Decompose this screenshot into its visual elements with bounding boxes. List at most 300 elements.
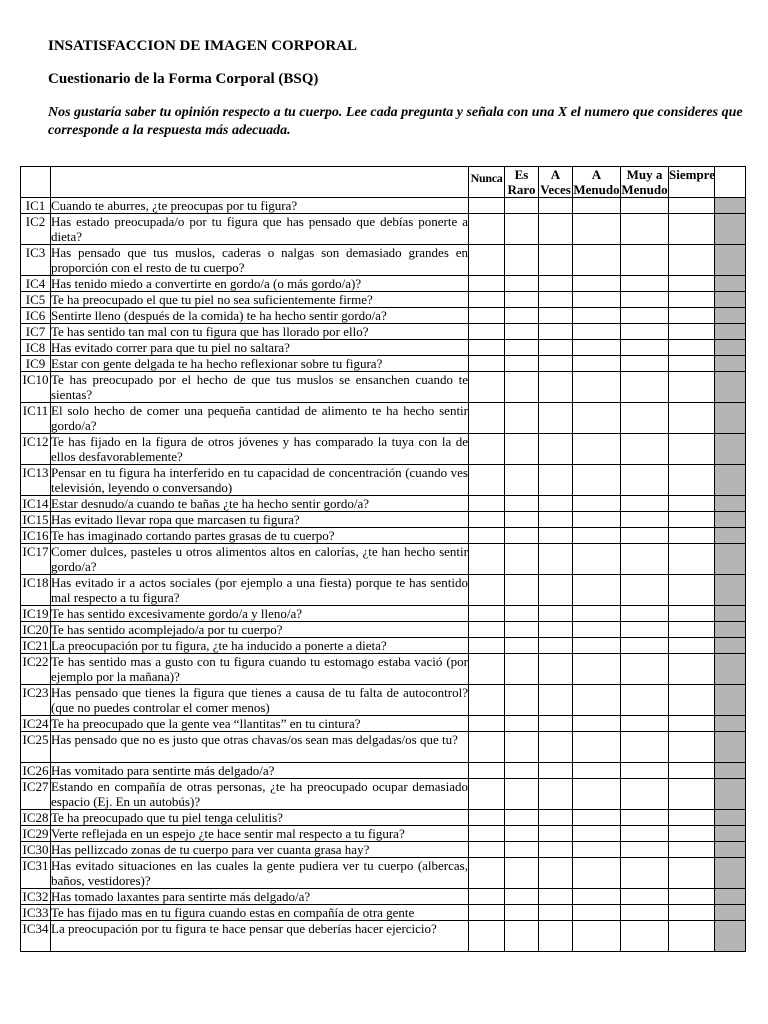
- question-code: IC20: [22, 622, 49, 637]
- answer-cell[interactable]: [505, 654, 539, 685]
- answer-cell[interactable]: [469, 858, 505, 889]
- question-code: IC7: [21, 324, 51, 340]
- answer-cell[interactable]: [669, 372, 715, 403]
- answer-cell[interactable]: [621, 779, 669, 810]
- answer-cell[interactable]: [469, 324, 505, 340]
- answer-cell[interactable]: [469, 403, 505, 434]
- answer-cell[interactable]: [621, 528, 669, 544]
- question-code: IC6: [21, 308, 51, 324]
- answer-cell[interactable]: [469, 276, 505, 292]
- table-header-row: [21, 167, 746, 198]
- shaded-cell: [715, 716, 746, 732]
- answer-cell[interactable]: [539, 276, 573, 292]
- answer-cell[interactable]: [469, 292, 505, 308]
- answer-cell[interactable]: [621, 403, 669, 434]
- answer-cell[interactable]: [573, 434, 621, 465]
- answer-cell[interactable]: [573, 826, 621, 842]
- answer-cell[interactable]: [505, 496, 539, 512]
- answer-cell[interactable]: [669, 528, 715, 544]
- answer-cell[interactable]: [621, 905, 669, 921]
- answer-cell[interactable]: [469, 340, 505, 356]
- shaded-cell: [715, 403, 746, 434]
- question-code: IC30: [22, 842, 49, 857]
- table-row: [21, 716, 746, 732]
- table-row: [21, 512, 746, 528]
- answer-cell[interactable]: [505, 810, 539, 826]
- question-text: Te ha preocupado que tu piel tenga celulitis?: [51, 810, 469, 826]
- question-text: Te has sentido excesivamente gordo/a y lleno/a?: [51, 606, 469, 622]
- answer-cell[interactable]: [621, 434, 669, 465]
- answer-cell[interactable]: [573, 858, 621, 889]
- table-row: [21, 324, 746, 340]
- shaded-cell: [715, 528, 746, 544]
- answer-cell[interactable]: [539, 921, 573, 952]
- question-text: Has tenido miedo a convertirte en gordo/a (o más gordo/a)?: [51, 276, 469, 292]
- answer-cell[interactable]: [539, 372, 573, 403]
- answer-cell[interactable]: [539, 810, 573, 826]
- answer-cell[interactable]: [505, 340, 539, 356]
- table-row: [21, 685, 746, 716]
- answer-cell[interactable]: [669, 889, 715, 905]
- answer-cell[interactable]: [539, 606, 573, 622]
- answer-cell[interactable]: [469, 544, 505, 575]
- answer-cell[interactable]: [505, 308, 539, 324]
- answer-cell[interactable]: [469, 434, 505, 465]
- answer-cell[interactable]: [539, 638, 573, 654]
- column-header-line1: Es: [514, 167, 529, 182]
- answer-cell[interactable]: [573, 606, 621, 622]
- question-text: Te has fijado mas en tu figura cuando estas en compañía de otra gente: [51, 905, 469, 921]
- table-row: [21, 732, 746, 763]
- answer-cell[interactable]: [621, 889, 669, 905]
- column-header-line2: Menudo: [621, 182, 668, 197]
- answer-cell[interactable]: [669, 198, 715, 214]
- answer-cell[interactable]: [573, 810, 621, 826]
- answer-cell[interactable]: [505, 622, 539, 638]
- table-row: [21, 496, 746, 512]
- answer-cell[interactable]: [669, 905, 715, 921]
- answer-cell[interactable]: [669, 575, 715, 606]
- table-row: [21, 606, 746, 622]
- answer-cell[interactable]: [539, 340, 573, 356]
- answer-cell[interactable]: [573, 654, 621, 685]
- answer-cell[interactable]: [539, 308, 573, 324]
- answer-cell[interactable]: [539, 654, 573, 685]
- answer-cell[interactable]: [505, 889, 539, 905]
- answer-cell[interactable]: [505, 356, 539, 372]
- answer-cell[interactable]: [573, 356, 621, 372]
- column-header: [469, 167, 505, 198]
- answer-cell[interactable]: [621, 544, 669, 575]
- question-text: Estar con gente delgada te ha hecho reflexionar sobre tu figura?: [51, 356, 469, 372]
- header-code-cell: [21, 167, 51, 198]
- answer-cell[interactable]: [505, 292, 539, 308]
- answer-cell[interactable]: [621, 198, 669, 214]
- answer-cell[interactable]: [621, 622, 669, 638]
- answer-cell[interactable]: [469, 685, 505, 716]
- answer-cell[interactable]: [505, 685, 539, 716]
- answer-cell[interactable]: [669, 654, 715, 685]
- answer-cell[interactable]: [469, 638, 505, 654]
- document-subtitle: Cuestionario de la Forma Corporal (BSQ): [48, 71, 319, 87]
- answer-cell[interactable]: [621, 575, 669, 606]
- answer-cell[interactable]: [621, 732, 669, 763]
- shaded-cell: [715, 512, 746, 528]
- shaded-cell: [715, 842, 746, 858]
- question-code: IC33: [22, 905, 49, 920]
- answer-cell[interactable]: [573, 905, 621, 921]
- answer-cell[interactable]: [621, 685, 669, 716]
- answer-cell[interactable]: [669, 826, 715, 842]
- question-text: Has estado preocupada/o por tu figura que has pensado que debías ponerte a dieta?: [51, 214, 468, 244]
- question-text: Te has sentido mas a gusto con tu figura cuando tu estomago estaba vació (por ejemplo por la mañana)?: [51, 654, 468, 684]
- answer-cell[interactable]: [505, 826, 539, 842]
- answer-cell[interactable]: [505, 732, 539, 763]
- question-code: IC27: [21, 779, 51, 810]
- shaded-cell: [715, 810, 746, 826]
- answer-cell[interactable]: [573, 496, 621, 512]
- answer-cell[interactable]: [573, 716, 621, 732]
- shaded-cell: [715, 340, 746, 356]
- answer-cell[interactable]: [621, 245, 669, 276]
- answer-cell[interactable]: [573, 276, 621, 292]
- column-header-line1: Nunca: [470, 171, 503, 185]
- answer-cell[interactable]: [621, 465, 669, 496]
- answer-cell[interactable]: [573, 465, 621, 496]
- question-text: Te has imaginado cortando partes grasas de tu cuerpo?: [51, 528, 469, 544]
- answer-cell[interactable]: [539, 465, 573, 496]
- answer-cell[interactable]: [539, 356, 573, 372]
- question-text: Has pensado que no es justo que otras chavas/os sean mas delgadas/os que tu?: [51, 732, 469, 763]
- question-text: Verte reflejada en un espejo ¿te hace sentir mal respecto a tu figura?: [51, 826, 469, 842]
- answer-cell[interactable]: [539, 889, 573, 905]
- shaded-cell: [715, 372, 746, 403]
- answer-cell[interactable]: [621, 842, 669, 858]
- header-extra-cell: [715, 167, 746, 198]
- shaded-cell: [715, 638, 746, 654]
- question-code: IC17: [21, 544, 51, 575]
- answer-cell[interactable]: [469, 842, 505, 858]
- question-code: IC14: [22, 496, 49, 511]
- answer-cell[interactable]: [539, 496, 573, 512]
- table-row: [21, 340, 746, 356]
- answer-cell[interactable]: [669, 921, 715, 952]
- answer-cell[interactable]: [539, 685, 573, 716]
- table-row: [21, 638, 746, 654]
- table-row: [21, 889, 746, 905]
- answer-cell[interactable]: [573, 245, 621, 276]
- question-code: IC1: [21, 198, 51, 214]
- answer-cell[interactable]: [573, 324, 621, 340]
- answer-cell[interactable]: [539, 434, 573, 465]
- answer-cell[interactable]: [621, 324, 669, 340]
- question-code: IC23: [21, 685, 51, 716]
- table-row: [21, 434, 746, 465]
- answer-cell[interactable]: [539, 324, 573, 340]
- answer-cell[interactable]: [505, 245, 539, 276]
- answer-cell[interactable]: [469, 496, 505, 512]
- answer-cell[interactable]: [669, 356, 715, 372]
- answer-cell[interactable]: [505, 779, 539, 810]
- table-row: [21, 372, 746, 403]
- shaded-cell: [715, 496, 746, 512]
- answer-cell[interactable]: [573, 292, 621, 308]
- column-header: [505, 167, 539, 198]
- answer-cell[interactable]: [621, 858, 669, 889]
- answer-cell[interactable]: [505, 763, 539, 779]
- answer-cell[interactable]: [669, 245, 715, 276]
- answer-cell[interactable]: [573, 763, 621, 779]
- table-row: [21, 905, 746, 921]
- answer-cell[interactable]: [669, 403, 715, 434]
- answer-cell[interactable]: [469, 826, 505, 842]
- question-text: Has evitado ir a actos sociales (por ejemplo a una fiesta) porque te has sentido mal respecto a tu figura?: [51, 575, 468, 605]
- answer-cell[interactable]: [621, 921, 669, 952]
- answer-cell[interactable]: [573, 512, 621, 528]
- answer-cell[interactable]: [669, 308, 715, 324]
- answer-cell[interactable]: [669, 512, 715, 528]
- answer-cell[interactable]: [469, 779, 505, 810]
- answer-cell[interactable]: [539, 512, 573, 528]
- answer-cell[interactable]: [469, 575, 505, 606]
- answer-cell[interactable]: [621, 763, 669, 779]
- answer-cell[interactable]: [469, 763, 505, 779]
- question-text: Has tomado laxantes para sentirte más delgado/a?: [51, 889, 469, 905]
- answer-cell[interactable]: [621, 308, 669, 324]
- answer-cell[interactable]: [573, 528, 621, 544]
- answer-cell[interactable]: [505, 544, 539, 575]
- answer-cell[interactable]: [539, 544, 573, 575]
- answer-cell[interactable]: [621, 340, 669, 356]
- answer-cell[interactable]: [539, 716, 573, 732]
- answer-cell[interactable]: [669, 685, 715, 716]
- answer-cell[interactable]: [539, 732, 573, 763]
- answer-cell[interactable]: [669, 214, 715, 245]
- answer-cell[interactable]: [669, 465, 715, 496]
- shaded-cell: [715, 544, 746, 575]
- answer-cell[interactable]: [505, 905, 539, 921]
- answer-cell[interactable]: [669, 638, 715, 654]
- answer-cell[interactable]: [539, 826, 573, 842]
- question-code: IC19: [22, 606, 49, 621]
- answer-cell[interactable]: [469, 512, 505, 528]
- answer-cell[interactable]: [573, 340, 621, 356]
- table-row: [21, 575, 746, 606]
- header-question-cell: [51, 167, 469, 198]
- answer-cell[interactable]: [469, 308, 505, 324]
- answer-cell[interactable]: [669, 434, 715, 465]
- answer-cell[interactable]: [621, 292, 669, 308]
- answer-cell[interactable]: [573, 638, 621, 654]
- answer-cell[interactable]: [539, 528, 573, 544]
- question-text: El solo hecho de comer una pequeña cantidad de alimento te ha hecho sentir gordo/a?: [51, 403, 468, 433]
- answer-cell[interactable]: [573, 622, 621, 638]
- answer-cell[interactable]: [621, 372, 669, 403]
- question-text: Has vomitado para sentirte más delgado/a?: [51, 763, 469, 779]
- question-code: IC3: [21, 245, 51, 276]
- answer-cell[interactable]: [621, 654, 669, 685]
- answer-cell[interactable]: [621, 496, 669, 512]
- shaded-cell: [715, 276, 746, 292]
- answer-cell[interactable]: [621, 826, 669, 842]
- instructions-text: Nos gustaría saber tu opinión respecto a tu cuerpo. Lee cada pregunta y señala con una X el numero que consideres que corresponde a la respuesta más adecuada.: [48, 105, 743, 138]
- answer-cell[interactable]: [573, 198, 621, 214]
- answer-cell[interactable]: [669, 842, 715, 858]
- answer-cell[interactable]: [469, 372, 505, 403]
- table-row: [21, 245, 746, 276]
- answer-cell[interactable]: [539, 214, 573, 245]
- answer-cell[interactable]: [669, 858, 715, 889]
- answer-cell[interactable]: [539, 292, 573, 308]
- question-code: IC12: [21, 434, 51, 465]
- question-code: IC34: [21, 921, 51, 952]
- answer-cell[interactable]: [539, 575, 573, 606]
- table-row: [21, 292, 746, 308]
- answer-cell[interactable]: [621, 638, 669, 654]
- answer-cell[interactable]: [469, 356, 505, 372]
- answer-cell[interactable]: [669, 810, 715, 826]
- answer-cell[interactable]: [669, 276, 715, 292]
- table-row: [21, 826, 746, 842]
- answer-cell[interactable]: [469, 528, 505, 544]
- answer-cell[interactable]: [469, 622, 505, 638]
- answer-cell[interactable]: [621, 810, 669, 826]
- answer-cell[interactable]: [669, 779, 715, 810]
- question-text: Estar desnudo/a cuando te bañas ¿te ha hecho sentir gordo/a?: [51, 496, 469, 512]
- answer-cell[interactable]: [539, 622, 573, 638]
- answer-cell[interactable]: [505, 434, 539, 465]
- question-text: Has evitado correr para que tu piel no saltara?: [51, 340, 469, 356]
- answer-cell[interactable]: [621, 356, 669, 372]
- answer-cell[interactable]: [469, 889, 505, 905]
- answer-cell[interactable]: [669, 496, 715, 512]
- answer-cell[interactable]: [469, 810, 505, 826]
- answer-cell[interactable]: [505, 465, 539, 496]
- table-row: [21, 858, 746, 889]
- answer-cell[interactable]: [573, 403, 621, 434]
- answer-cell[interactable]: [539, 842, 573, 858]
- answer-cell[interactable]: [573, 889, 621, 905]
- question-code: IC32: [22, 889, 49, 904]
- answer-cell[interactable]: [621, 716, 669, 732]
- answer-cell[interactable]: [669, 763, 715, 779]
- answer-cell[interactable]: [573, 732, 621, 763]
- column-header: [573, 167, 621, 198]
- answer-cell[interactable]: [621, 276, 669, 292]
- column-header-line2: Raro: [507, 182, 536, 197]
- answer-cell[interactable]: [505, 842, 539, 858]
- shaded-cell: [715, 606, 746, 622]
- shaded-cell: [715, 622, 746, 638]
- answer-cell[interactable]: [469, 214, 505, 245]
- answer-cell[interactable]: [669, 544, 715, 575]
- answer-cell[interactable]: [669, 324, 715, 340]
- answer-cell[interactable]: [505, 198, 539, 214]
- answer-cell[interactable]: [505, 372, 539, 403]
- answer-cell[interactable]: [669, 340, 715, 356]
- question-code: IC5: [21, 292, 51, 308]
- answer-cell[interactable]: [539, 403, 573, 434]
- answer-cell[interactable]: [669, 716, 715, 732]
- question-text: Estando en compañía de otras personas, ¿te ha preocupado ocupar demasiado espacio (Ej. En un autobús)?: [51, 779, 468, 809]
- question-code: IC25: [21, 732, 51, 763]
- answer-cell[interactable]: [469, 716, 505, 732]
- answer-cell[interactable]: [505, 214, 539, 245]
- column-header: [669, 167, 715, 198]
- table-row: [21, 276, 746, 292]
- answer-cell[interactable]: [505, 606, 539, 622]
- answer-cell[interactable]: [469, 465, 505, 496]
- answer-cell[interactable]: [669, 606, 715, 622]
- table-row: [21, 842, 746, 858]
- answer-cell[interactable]: [505, 638, 539, 654]
- table-row: [21, 622, 746, 638]
- answer-cell[interactable]: [505, 403, 539, 434]
- shaded-cell: [715, 685, 746, 716]
- answer-cell[interactable]: [573, 214, 621, 245]
- answer-cell[interactable]: [669, 732, 715, 763]
- answer-cell[interactable]: [539, 198, 573, 214]
- table-row: [21, 779, 746, 810]
- answer-cell[interactable]: [573, 544, 621, 575]
- answer-cell[interactable]: [505, 858, 539, 889]
- answer-cell[interactable]: [469, 921, 505, 952]
- question-text: Cuando te aburres, ¿te preocupas por tu figura?: [51, 198, 469, 214]
- answer-cell[interactable]: [469, 732, 505, 763]
- answer-cell[interactable]: [469, 606, 505, 622]
- question-code: IC18: [21, 575, 51, 606]
- question-code: IC24: [22, 716, 49, 731]
- answer-cell[interactable]: [573, 575, 621, 606]
- table-row: [21, 308, 746, 324]
- answer-cell[interactable]: [469, 654, 505, 685]
- answer-cell[interactable]: [539, 779, 573, 810]
- column-header: [539, 167, 573, 198]
- answer-cell[interactable]: [505, 575, 539, 606]
- answer-cell[interactable]: [621, 512, 669, 528]
- answer-cell[interactable]: [669, 622, 715, 638]
- answer-cell[interactable]: [505, 528, 539, 544]
- answer-cell[interactable]: [573, 308, 621, 324]
- answer-cell[interactable]: [539, 763, 573, 779]
- answer-cell[interactable]: [621, 606, 669, 622]
- answer-cell[interactable]: [573, 921, 621, 952]
- answer-cell[interactable]: [573, 685, 621, 716]
- column-header-line1: Muy a: [626, 167, 663, 182]
- answer-cell[interactable]: [505, 276, 539, 292]
- answer-cell[interactable]: [539, 905, 573, 921]
- answer-cell[interactable]: [539, 858, 573, 889]
- answer-cell[interactable]: [573, 779, 621, 810]
- question-text: La preocupación por tu figura, ¿te ha inducido a ponerte a dieta?: [51, 638, 469, 654]
- answer-cell[interactable]: [621, 214, 669, 245]
- answer-cell[interactable]: [469, 905, 505, 921]
- shaded-cell: [715, 465, 746, 496]
- answer-cell[interactable]: [505, 512, 539, 528]
- shaded-cell: [715, 889, 746, 905]
- question-code: IC28: [22, 810, 49, 825]
- answer-cell[interactable]: [573, 372, 621, 403]
- answer-cell[interactable]: [505, 716, 539, 732]
- answer-cell[interactable]: [539, 245, 573, 276]
- answer-cell[interactable]: [469, 245, 505, 276]
- answer-cell[interactable]: [469, 198, 505, 214]
- answer-cell[interactable]: [505, 921, 539, 952]
- question-text: Has pensado que tus muslos, caderas o nalgas son demasiado grandes en proporción con el resto de tu cuerpo?: [51, 245, 468, 275]
- answer-cell[interactable]: [505, 324, 539, 340]
- answer-cell[interactable]: [573, 842, 621, 858]
- answer-cell[interactable]: [669, 292, 715, 308]
